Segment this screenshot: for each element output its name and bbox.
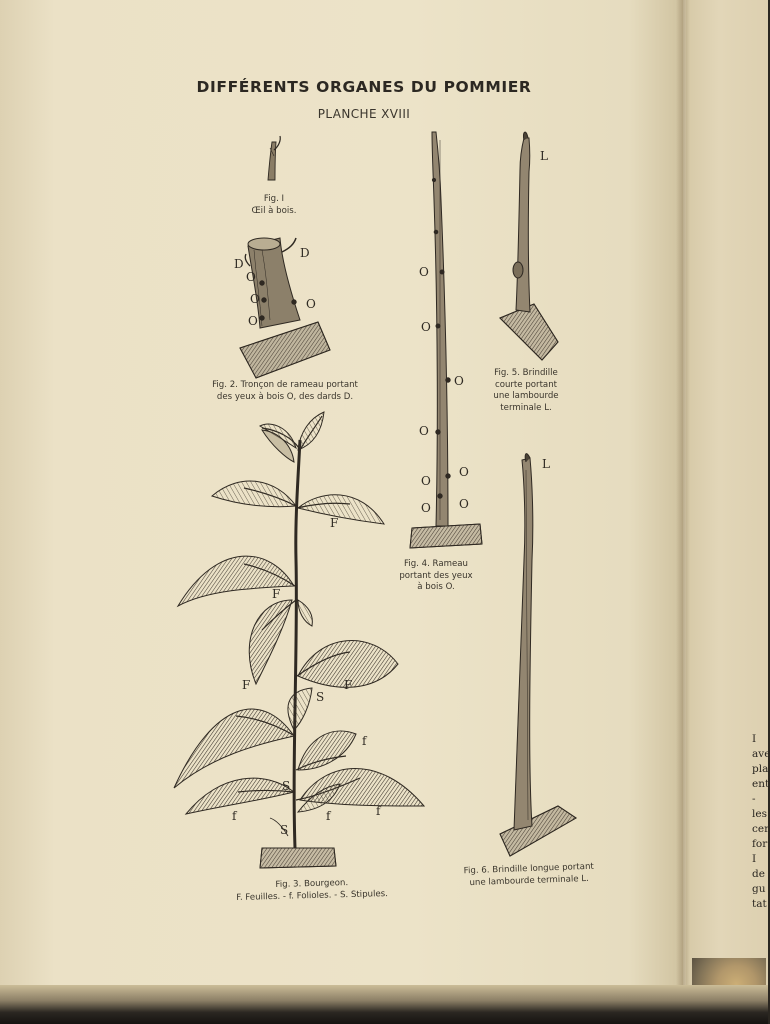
fig1-caption-line1: Fig. I <box>263 194 285 204</box>
next-page-fragment: cer <box>752 823 770 835</box>
fig4-label-O6: O <box>421 474 431 488</box>
next-page-fragment: ent <box>752 778 770 790</box>
fig6-caption-line1: Fig. 6. Brindille longue portant <box>463 861 594 877</box>
fig3-label-S3: S <box>280 823 289 837</box>
next-page-fragment: - <box>752 793 756 805</box>
fig6-labels <box>542 457 550 471</box>
next-page-text-fragments <box>752 732 770 912</box>
fig4-label-O2: O <box>421 320 431 334</box>
fig6-twig-drawing <box>500 454 576 856</box>
fig2-label-O2: O <box>250 292 260 306</box>
fig4-label-O4: O <box>419 424 429 438</box>
next-page-fragment: les <box>752 808 767 820</box>
next-page-fragment: de <box>752 868 765 880</box>
fig5-twig-drawing <box>500 132 558 360</box>
fig5-labels <box>540 149 548 163</box>
next-page-fragment: I <box>752 733 757 745</box>
fig3-label-F3: F <box>242 678 251 692</box>
fig5-caption-line1: Fig. 5. Brindille <box>494 368 558 378</box>
fig2-label-D2: D <box>300 246 310 260</box>
next-page-fragment: pla <box>752 763 769 775</box>
next-page-fragment: for <box>752 838 768 850</box>
fig3-caption-line2: F. Feuilles. - f. Folioles. - S. Stipules. <box>236 888 389 903</box>
fig3-label-S1: S <box>316 690 325 704</box>
fig3-label-F4: F <box>344 678 353 692</box>
fig2-caption-line2: des yeux à bois O, des dards D. <box>216 391 354 402</box>
fig3-label-f2: f <box>326 809 331 823</box>
fig1-bud-drawing <box>268 136 280 180</box>
fig5-caption-line3: une lambourde <box>493 391 559 401</box>
fig3-label-f4: f <box>232 809 237 823</box>
fig5-caption-line4: terminale L. <box>500 402 552 413</box>
fig5-caption-line2: courte portant <box>494 379 558 390</box>
next-page-fragment: I <box>752 853 757 865</box>
fig3-caption-line1: Fig. 3. Bourgeon. <box>275 878 349 890</box>
next-page-fragment: gu <box>752 883 766 895</box>
next-page-fragment: tat <box>752 898 767 910</box>
fig4-label-O7: O <box>459 497 469 511</box>
fig1-caption <box>238 194 310 217</box>
fig1-caption-line2: Œil à bois. <box>251 205 297 216</box>
next-page-fragment: ave <box>752 748 770 760</box>
fig3-label-S2: S <box>282 779 291 793</box>
fig4-caption <box>396 559 476 594</box>
fig4-caption-line1: Fig. 4. Rameau <box>404 559 468 569</box>
fig3-shoot-drawing <box>174 412 424 868</box>
fig3-label-F1: F <box>330 516 339 530</box>
fig2-label-O4: O <box>248 314 258 328</box>
fig3-label-f1: f <box>362 734 367 748</box>
fig4-label-O5: O <box>459 465 469 479</box>
fig2-branch-section-drawing <box>240 238 330 378</box>
fig5-caption <box>486 368 566 414</box>
plate-title: DIFFÉRENTS ORGANES DU POMMIER <box>196 78 532 96</box>
fig4-label-O8: O <box>421 501 431 515</box>
fig4-label-O1: O <box>419 265 429 279</box>
fig4-caption-line2: portant des yeux <box>399 570 473 581</box>
page-bottom-shadow <box>0 985 768 1024</box>
fig3-label-f3: f <box>376 804 381 818</box>
fig2-label-O1: O <box>246 270 256 284</box>
fig2-caption <box>190 380 380 403</box>
fig2-label-O3: O <box>306 297 316 311</box>
fig5-label-L: L <box>540 149 548 163</box>
fig4-label-O3: O <box>454 374 464 388</box>
plate-subtitle: PLANCHE XVIII <box>317 107 411 121</box>
fig2-caption-line1: Fig. 2. Tronçon de rameau portant <box>212 380 358 390</box>
fig6-label-L: L <box>542 457 550 471</box>
fig3-label-F2: F <box>272 587 281 601</box>
fig2-label-D1: D <box>234 257 244 271</box>
fig6-caption-line2: une lambourde terminale L. <box>469 873 590 888</box>
fig4-caption-line3: à bois O. <box>417 582 455 592</box>
